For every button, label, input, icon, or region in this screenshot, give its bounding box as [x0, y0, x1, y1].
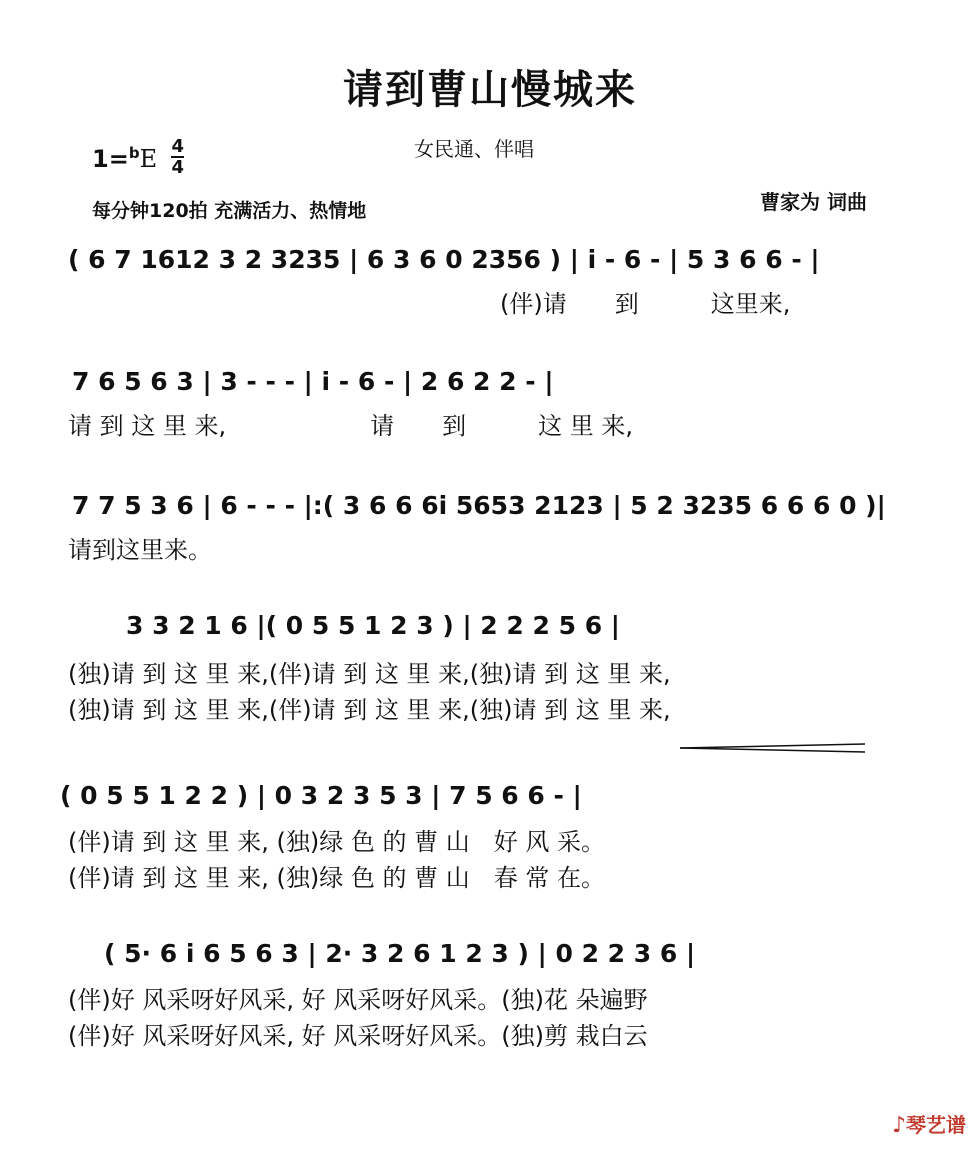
line-1-notes: ( 6 7 1612 3 2 3235 | 6 3 6 0 2356 ) | i - 6 - | 5 3 6 6 - | — [68, 245, 820, 274]
score-line-5 — [60, 781, 605, 892]
line-4-notes: 3 3 2 1 6 |( 0 5 5 1 2 3 ) | 2 2 2 5 6 | — [126, 611, 620, 640]
line-1-lyrics: (伴)请 到 这里来, — [500, 290, 791, 318]
line-2-notes: 7 6 5 6 3 | 3 - - - | i - 6 - | 2 6 2 2 - | — [72, 367, 554, 396]
line-6-lyrics-verse-1: (伴)好 风采呀好风采, 好 风采呀好风采。(独)花 朵遍野 — [68, 986, 648, 1014]
line-6-lyrics-verse-2: (伴)好 风采呀好风采, 好 风采呀好风采。(独)剪 栽白云 — [68, 1022, 648, 1050]
line-5-notes: ( 0 5 5 1 2 2 ) | 0 3 2 3 5 3 | 7 5 6 6 - | — [60, 781, 582, 810]
score-line-6 — [68, 939, 695, 1050]
line-3-lyrics: 请到这里来。 — [68, 536, 212, 564]
line-6-notes: ( 5· 6 i 6 5 6 3 | 2· 3 2 6 1 2 3 ) | 0 2 2 3 6 | — [104, 939, 696, 968]
watermark-icon: ♪ — [891, 1113, 906, 1138]
line-4-lyrics-verse-2: (独)请 到 这 里 来,(伴)请 到 这 里 来,(独)请 到 这 里 来, — [68, 696, 671, 724]
tempo-marking: 每分钟120拍 充满活力、热情地 — [92, 200, 367, 222]
line-5-lyrics-verse-1: (伴)请 到 这 里 来, (独)绿 色 的 曹 山 好 风 采。 — [68, 828, 605, 856]
page-title: 请到曹山慢城来 — [343, 66, 637, 113]
performers: 女民通、伴唱 — [414, 137, 534, 161]
watermark-text: 琴艺谱 — [906, 1113, 966, 1137]
score-line-2 — [68, 367, 633, 440]
score-line-4 — [68, 611, 865, 752]
line-5-lyrics-verse-2: (伴)请 到 这 里 来, (独)绿 色 的 曹 山 春 常 在。 — [68, 864, 605, 892]
key-prefix: 1= — [92, 145, 129, 173]
line-2-lyrics: 请 到 这 里 来, 请 到 这 里 来, — [68, 412, 634, 440]
line-3-notes: 7 7 5 3 6 | 6 - - - |:( 3 6 6 6i 5653 2123 | 5 2 3235 6 6 6 0 )| — [72, 491, 886, 520]
author: 曹家为 词曲 — [760, 190, 867, 214]
line-4-lyrics-verse-1: (独)请 到 这 里 来,(伴)请 到 这 里 来,(独)请 到 这 里 来, — [68, 660, 671, 688]
key-note: E — [139, 145, 158, 173]
time-signature-bottom: 4 — [171, 157, 184, 178]
watermark-logo — [892, 1109, 966, 1138]
score-line-3 — [68, 491, 886, 564]
score-line-1 — [68, 245, 820, 318]
flat-sign: b — [128, 144, 140, 162]
time-signature-top: 4 — [171, 136, 184, 157]
